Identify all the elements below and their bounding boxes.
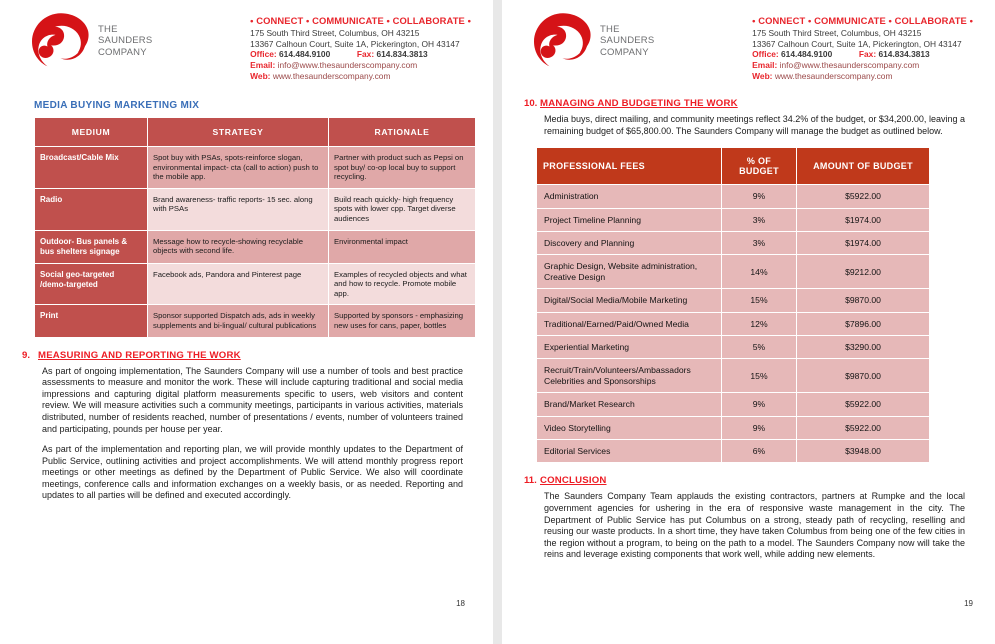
column-header-strategy: STRATEGY: [148, 118, 328, 146]
fax-value: 614.834.3813: [878, 49, 930, 60]
cell-strategy: Brand awareness- traffic reports- 15 sec. along with PSAs: [148, 189, 328, 230]
budget-table: [536, 147, 930, 463]
cell-percent: 5%: [722, 336, 796, 358]
address-line-2: 13367 Calhoun Court, Suite 1A, Pickerington, OH 43147: [250, 38, 460, 49]
cell-medium: Print: [35, 305, 147, 336]
cell-fee: Graphic Design, Website administration, Creative Design: [537, 255, 721, 288]
tagline: • CONNECT • COMMUNICATE • COLLABORATE •: [250, 15, 471, 26]
page-header: [18, 12, 475, 86]
cell-percent: 15%: [722, 289, 796, 311]
section-10-title: MANAGING AND BUDGETING THE WORK: [540, 98, 738, 109]
table-row: [537, 313, 929, 335]
cell-percent: 3%: [722, 232, 796, 254]
web-value[interactable]: www.thesaunderscompany.com: [774, 71, 893, 82]
cell-percent: 15%: [722, 359, 796, 392]
address-line-2: 13367 Calhoun Court, Suite 1A, Pickerington, OH 43147: [752, 38, 962, 49]
cell-fee: Brand/Market Research: [537, 393, 721, 415]
cell-strategy: Sponsor supported Dispatch ads, ads in weekly supplements and bi-lingual/ cultural publications: [148, 305, 328, 336]
office-value: 614.484.9100: [279, 49, 331, 60]
cell-amount: $5922.00: [797, 417, 929, 439]
cell-percent: 6%: [722, 440, 796, 462]
office-value: 614.484.9100: [781, 49, 833, 60]
cell-fee: Editorial Services: [537, 440, 721, 462]
cell-fee: Discovery and Planning: [537, 232, 721, 254]
table-row: [537, 232, 929, 254]
section-11-paragraph: The Saunders Company Team applauds the existing contractors, partners at Rumpke and the local government agencies for ushering in the era of responsive waste management in the city. The Department of Public Service has put Columbus on a strong, steady path of recycling, reselling and reusing our waste products. In a short time, they have taken Columbus from being one of the few cities in the region without a program, to being on the path to a model. The Saunders Company now will take the reins and leverage existing components that work well, while adding new elements.: [544, 491, 965, 560]
table-header-row: [35, 118, 475, 146]
phone-line: [752, 49, 973, 60]
web-line[interactable]: [752, 71, 973, 82]
section-11-title: CONCLUSION: [540, 475, 607, 487]
address-line-1: 175 South Third Street, Columbus, OH 43215: [250, 28, 420, 38]
table-row: [537, 289, 929, 311]
saunders-s-swoosh-logo: [30, 12, 92, 70]
column-header-percent-of-budget: % OF BUDGET: [722, 148, 796, 184]
contact-block: [752, 12, 977, 82]
page-header: [520, 12, 977, 86]
cell-fee: Experiential Marketing: [537, 336, 721, 358]
page-number: 19: [964, 599, 973, 608]
address-line-1: 175 South Third Street, Columbus, OH 43215: [752, 28, 922, 38]
cell-percent: 12%: [722, 313, 796, 335]
brand-line-2: SAUNDERS: [600, 35, 655, 47]
column-header-professional-fees: PROFESSIONAL FEES: [537, 148, 721, 184]
cell-amount: $9212.00: [797, 255, 929, 288]
cell-medium: Outdoor- Bus panels & bus shelters signage: [35, 231, 147, 263]
column-header-medium: MEDIUM: [35, 118, 147, 146]
phone-line: [250, 49, 471, 60]
email-label: Email:: [250, 60, 276, 71]
cell-strategy: Message how to recycle-showing recyclable objects with second life.: [148, 231, 328, 263]
section-9-paragraph-2: As part of the implementation and reporting plan, we will provide monthly updates to the Department of Public Service, outlining activities and project accomplishments. We will attend monthly progress report meetings or other meetings as defined by the Department of Public Service. We also will coordinate meetings, conference calls and information exchanges on a weekly basis, or as needed. Reporting and updates to all parties will be defined and executed accordingly.: [42, 444, 463, 501]
cell-amount: $9870.00: [797, 289, 929, 311]
cell-amount: $7896.00: [797, 313, 929, 335]
fax-value: 614.834.3813: [376, 49, 428, 60]
fax-label: Fax:: [858, 49, 877, 60]
cell-fee: Traditional/Earned/Paid/Owned Media: [537, 313, 721, 335]
brand-line-3: COMPANY: [600, 46, 649, 58]
cell-strategy: Facebook ads, Pandora and Pinterest page: [148, 264, 328, 305]
email-label: Email:: [752, 60, 778, 71]
section-9-heading: [18, 350, 475, 361]
page-number: 18: [456, 599, 465, 608]
page-19: [502, 0, 995, 644]
web-label: Web:: [752, 71, 773, 82]
web-line[interactable]: [250, 71, 471, 82]
cell-medium: Broadcast/Cable Mix: [35, 147, 147, 188]
office-label: Office:: [250, 49, 277, 60]
section-9-title: MEASURING AND REPORTING THE WORK: [38, 349, 241, 361]
cell-fee: Digital/Social Media/Mobile Marketing: [537, 289, 721, 311]
column-header-rationale: RATIONALE: [329, 118, 475, 146]
section-11-number: 11.: [524, 475, 537, 487]
media-buying-table: [34, 117, 476, 338]
section-9-paragraph-1: As part of ongoing implementation, The Saunders Company will use a number of tools and best practice assessments to measure and monitor the work. These will include capturing traditional and social media impressions and capturing digital platform measurements specific to users, web visitors and content review. We will measure activities such a community meetings, participants in various activities, materials distributed, number of residents reached, number of presentations / events, number of volunteers trained and participating, pounds per house per year.: [42, 365, 463, 434]
email-line[interactable]: [752, 60, 973, 71]
web-label: Web:: [250, 71, 271, 82]
section-10-number: 10.: [524, 98, 538, 109]
cell-percent: 3%: [722, 209, 796, 231]
email-line[interactable]: [250, 60, 471, 71]
table-row: [537, 336, 929, 358]
page-18: [0, 0, 493, 644]
section-10-paragraph: Media buys, direct mailing, and community meetings reflect 34.2% of the budget, or $34,200.00, leaving a remaining budget of $65,800.00. The Saunders Company will manage the budget as outlined below.: [544, 114, 965, 136]
cell-rationale: Environmental impact: [329, 231, 475, 263]
cell-percent: 9%: [722, 393, 796, 415]
table-row: [35, 147, 475, 188]
table-row: [537, 417, 929, 439]
cell-medium: Radio: [35, 189, 147, 230]
cell-fee: Administration: [537, 185, 721, 207]
cell-rationale: Examples of recycled objects and what and how to recycle. Promote mobile app.: [329, 264, 475, 305]
table-row: [537, 209, 929, 231]
cell-percent: 9%: [722, 185, 796, 207]
table-row: [537, 393, 929, 415]
table-row: [537, 185, 929, 207]
tagline: • CONNECT • COMMUNICATE • COLLABORATE •: [752, 15, 973, 26]
table-row: [537, 359, 929, 392]
cell-amount: $1974.00: [797, 209, 929, 231]
section-11-heading: [520, 475, 977, 486]
section-9-number: 9.: [22, 349, 31, 361]
section-10-heading: [520, 98, 977, 109]
fax-label: Fax:: [356, 49, 375, 60]
brand-line-2: SAUNDERS: [98, 35, 153, 47]
cell-amount: $3948.00: [797, 440, 929, 462]
table-row: [35, 305, 475, 336]
cell-rationale: Supported by sponsors - emphasizing new uses for cans, paper, bottles: [329, 305, 475, 336]
cell-fee: Video Storytelling: [537, 417, 721, 439]
cell-amount: $9870.00: [797, 359, 929, 392]
cell-fee: Project Timeline Planning: [537, 209, 721, 231]
office-label: Office:: [752, 49, 779, 60]
cell-amount: $5922.00: [797, 185, 929, 207]
saunders-s-swoosh-logo: [532, 12, 594, 70]
table-row: [35, 189, 475, 230]
brand-name: [98, 24, 152, 59]
cell-amount: $1974.00: [797, 232, 929, 254]
table-row: [537, 440, 929, 462]
table-row: [35, 264, 475, 305]
cell-strategy: Spot buy with PSAs, spots-reinforce slogan, environmental impact- cta (call to action) push to the mobile app.: [148, 147, 328, 188]
email-value[interactable]: info@www.thesaunderscompany.com: [779, 60, 920, 71]
table-row: [35, 231, 475, 263]
brand-block: [520, 12, 654, 70]
contact-block: [250, 12, 475, 82]
cell-amount: $5922.00: [797, 393, 929, 415]
cell-rationale: Build reach quickly- high frequency spots with lower cpp. Target diverse audiences: [329, 189, 475, 230]
cell-percent: 14%: [722, 255, 796, 288]
table-row: [537, 255, 929, 288]
cell-fee: Recruit/Train/Volunteers/Ambassadors Celebrities and Sponsorships: [537, 359, 721, 392]
media-buying-heading: MEDIA BUYING MARKETING MIX: [34, 100, 200, 111]
brand-line-3: COMPANY: [98, 46, 147, 58]
cell-amount: $3290.00: [797, 336, 929, 358]
cell-percent: 9%: [722, 417, 796, 439]
column-header-amount-of-budget: AMOUNT OF BUDGET: [797, 148, 929, 184]
web-value[interactable]: www.thesaunderscompany.com: [272, 71, 391, 82]
table-header-row: [537, 148, 929, 184]
cell-medium: Social geo-targeted /demo-targeted: [35, 264, 147, 305]
brand-line-1: THE: [600, 23, 620, 35]
brand-line-1: THE: [98, 23, 118, 35]
brand-block: [18, 12, 152, 70]
brand-name: [600, 24, 654, 59]
cell-rationale: Partner with product such as Pepsi on spot buy/ co-op local buy to support recycling.: [329, 147, 475, 188]
email-value[interactable]: info@www.thesaunderscompany.com: [277, 60, 418, 71]
